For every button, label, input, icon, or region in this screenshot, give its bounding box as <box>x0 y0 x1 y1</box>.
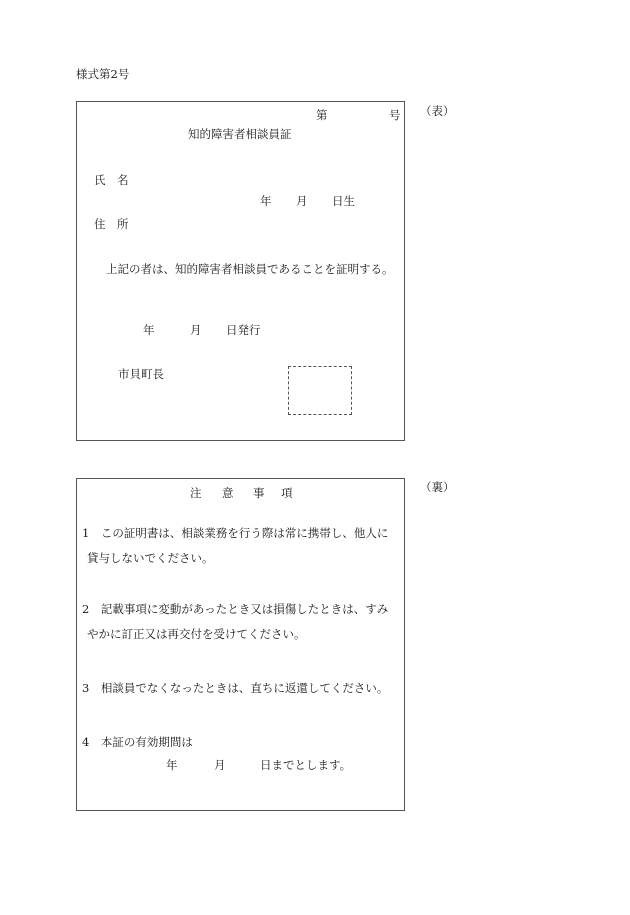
note-2-line-1: 2 記載事項に変動があったとき又は損傷したときは、すみ <box>82 602 389 616</box>
birth-day-label: 日生 <box>332 194 355 208</box>
notes-title-char-1: 注 <box>190 486 202 500</box>
note-3: 3 相談員でなくなったときは、直ちに返還してください。 <box>82 681 389 695</box>
front-side-label: （表） <box>420 104 455 118</box>
notes-title-char-4: 項 <box>281 486 293 500</box>
birth-month-label: 月 <box>296 194 308 208</box>
note-2-line-2: やかに訂正又は再交付を受けてください。 <box>87 627 306 641</box>
notes-title-char-2: 意 <box>222 486 234 500</box>
number-label-go: 号 <box>389 108 401 122</box>
issuer-name: 市貝町長 <box>118 367 164 381</box>
certify-statement: 上記の者は、知的障害者相談員であることを証明する。 <box>106 262 394 276</box>
notes-title-char-3: 事 <box>253 486 265 500</box>
note-1-line-2: 貸与しないでください。 <box>87 551 214 565</box>
issue-day-label: 日発行 <box>226 323 261 337</box>
note-4-line-1: 4 本証の有効期間は <box>82 735 193 749</box>
valid-year-label: 年 <box>166 758 178 772</box>
seal-placeholder <box>288 366 352 415</box>
issue-year-label: 年 <box>143 323 155 337</box>
form-number: 様式第2号 <box>76 67 130 81</box>
back-side-label: （裏） <box>420 480 455 494</box>
issue-month-label: 月 <box>190 323 202 337</box>
name-label: 氏 名 <box>94 173 129 187</box>
valid-day-label: 日までとします。 <box>260 758 352 772</box>
certificate-title: 知的障害者相談員証 <box>188 127 292 141</box>
number-label-dai: 第 <box>316 108 328 122</box>
birth-year-label: 年 <box>260 194 272 208</box>
address-label: 住 所 <box>94 217 129 231</box>
note-1-line-1: 1 この証明書は、相談業務を行う際は常に携帯し、他人に <box>82 526 389 540</box>
valid-month-label: 月 <box>214 758 226 772</box>
